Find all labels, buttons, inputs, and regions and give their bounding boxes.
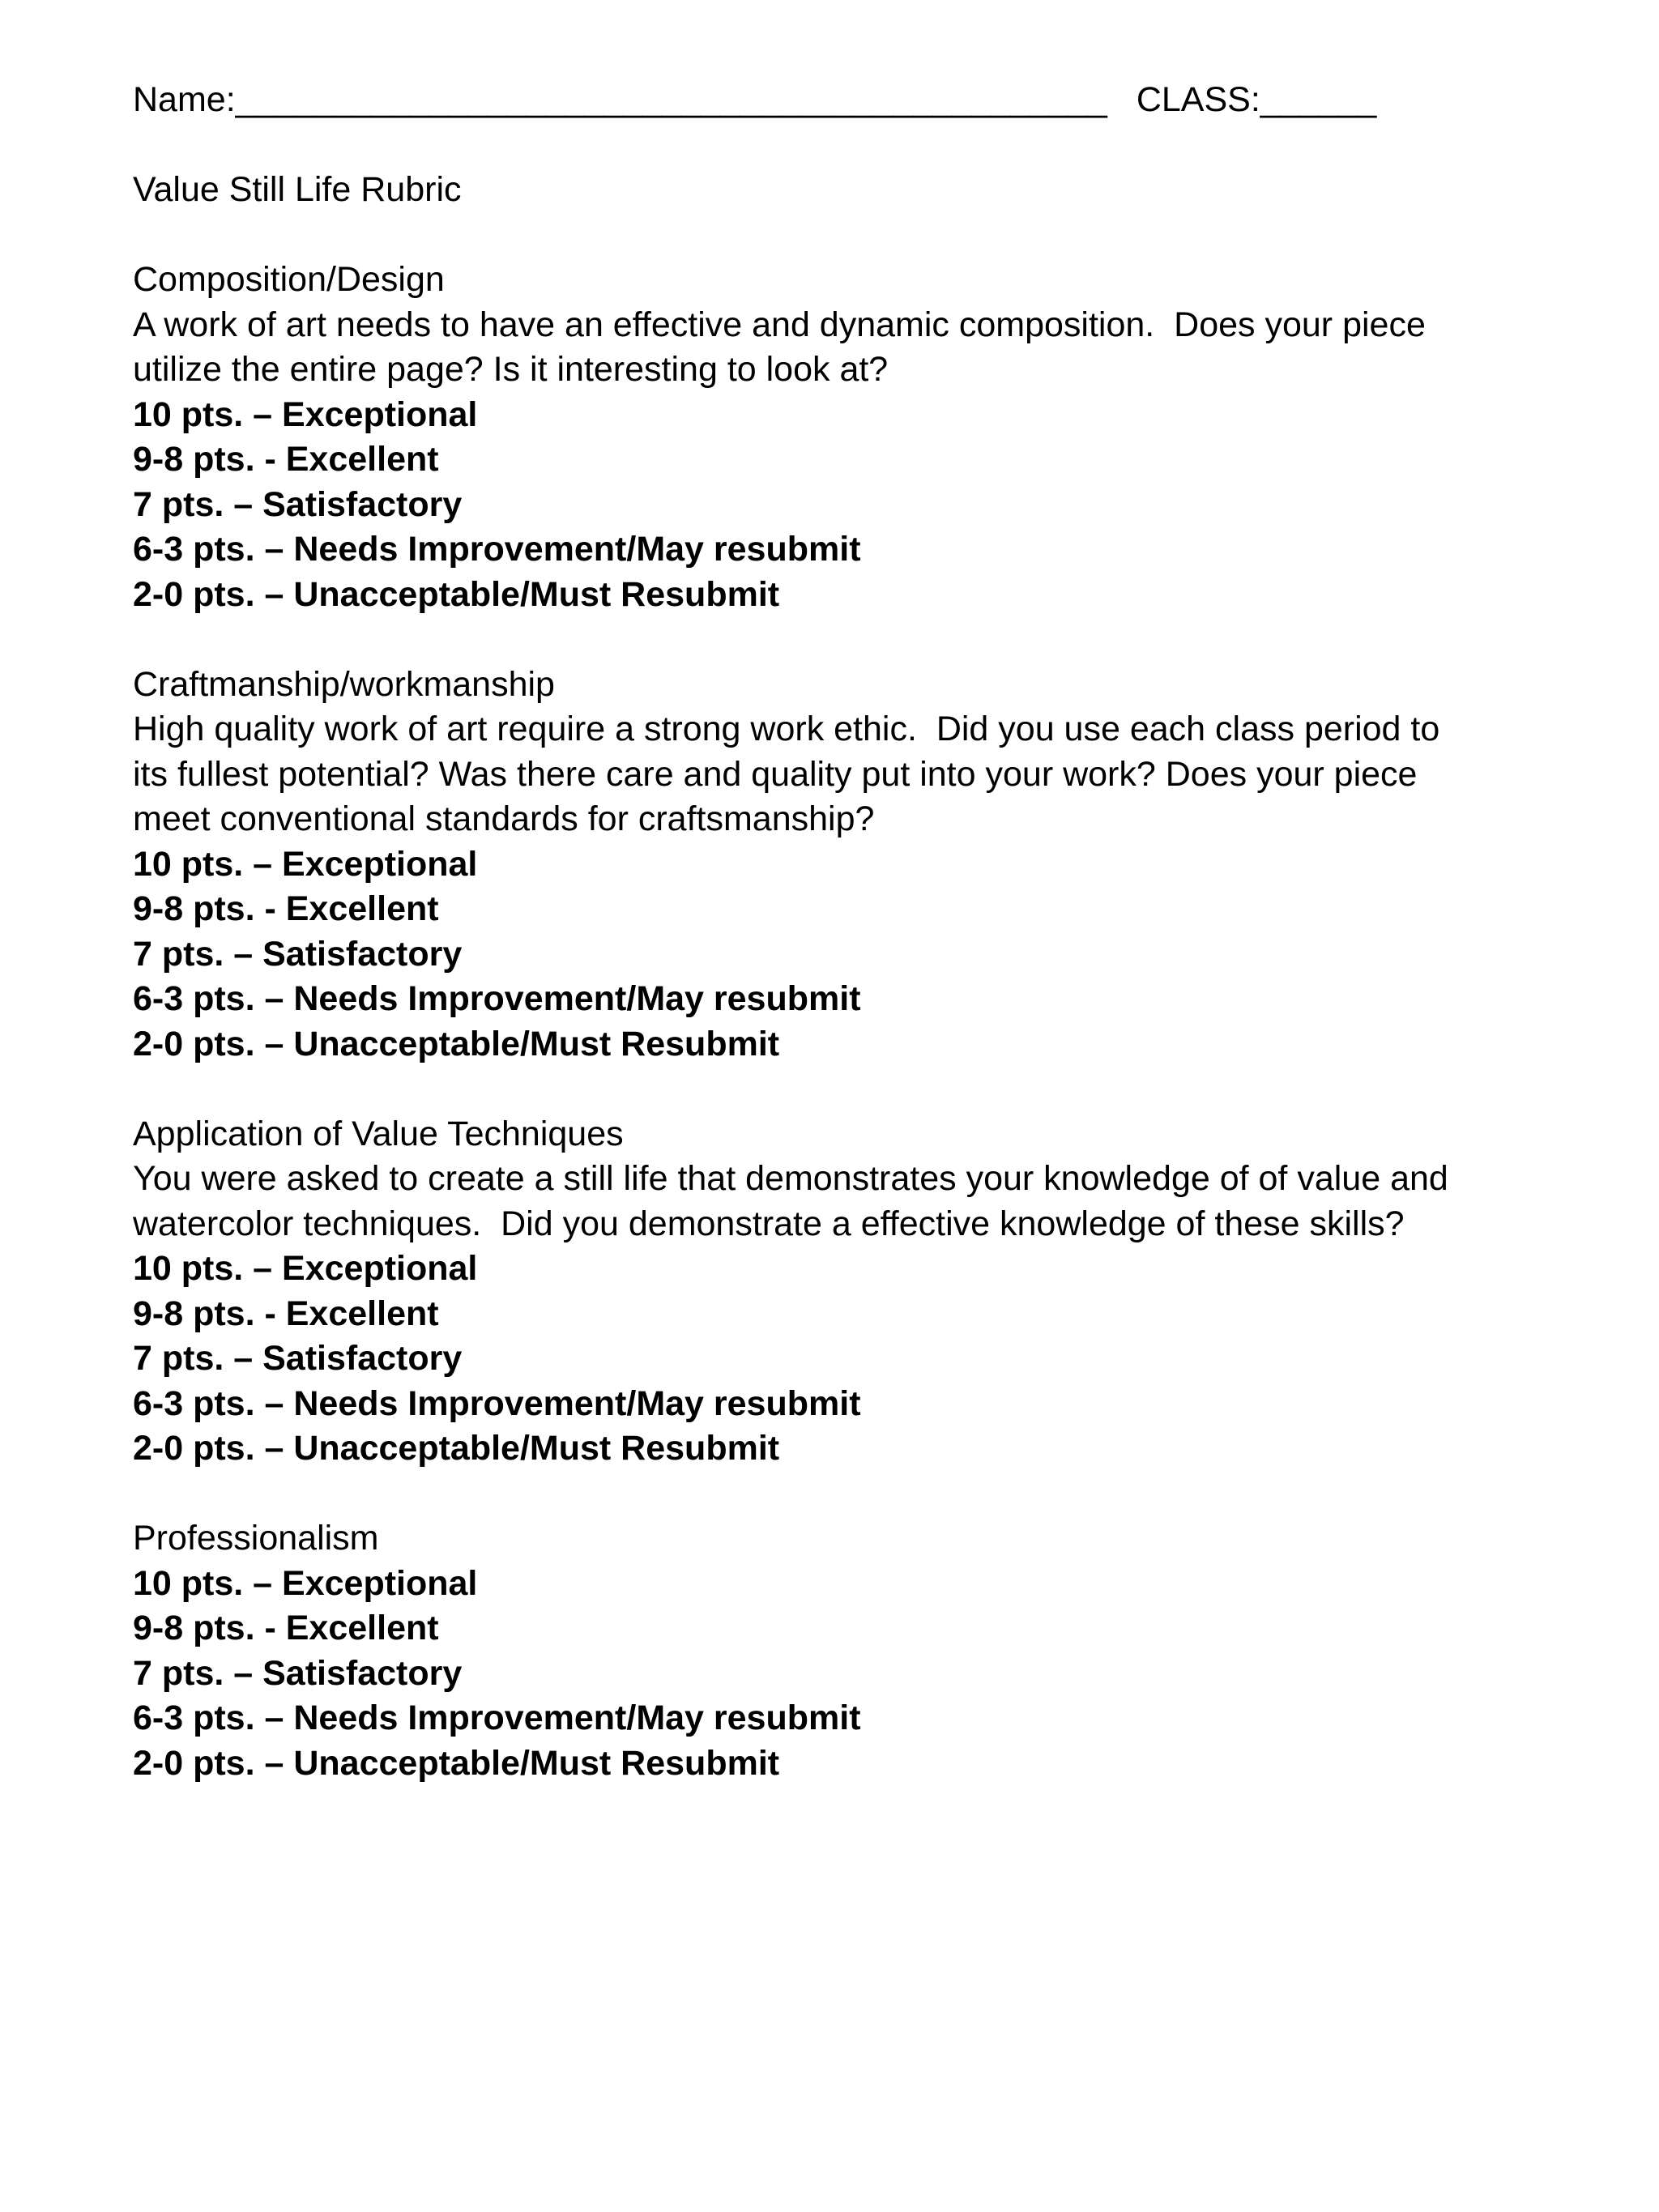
section-heading: Craftmanship/workmanship: [133, 664, 555, 704]
score-level: 6-3 pts. – Needs Improvement/May resubmit: [133, 530, 861, 569]
score-level: 2-0 pts. – Unacceptable/Must Resubmit: [133, 574, 780, 614]
score-level: 7 pts. – Satisfactory: [133, 484, 463, 524]
section-professionalism: [133, 1516, 1559, 1786]
rubric-page: [133, 78, 1559, 1786]
score-level: 9-8 pts. - Excellent: [133, 440, 439, 479]
score-level: 9-8 pts. - Excellent: [133, 1609, 439, 1647]
score-level: 7 pts. – Satisfactory: [133, 1339, 463, 1378]
section-heading: Professionalism: [133, 1519, 379, 1558]
section-composition-design: [133, 258, 1559, 617]
score-level: 10 pts. – Exceptional: [133, 1563, 478, 1603]
score-level: 10 pts. – Exceptional: [133, 394, 478, 434]
score-level: 7 pts. – Satisfactory: [133, 934, 463, 974]
score-level: 2-0 pts. – Unacceptable/Must Resubmit: [133, 1429, 780, 1468]
score-level: 10 pts. – Exceptional: [133, 844, 478, 884]
score-level: 6-3 pts. – Needs Improvement/May resubmit: [133, 1698, 861, 1737]
section-description-line: watercolor techniques. Did you demonstrate a effective knowledge of these skills?: [133, 1204, 1405, 1243]
header-line: [133, 78, 1559, 123]
section-description-line: High quality work of art require a strong work ethic. Did you use each class period to: [133, 710, 1440, 748]
score-level: 7 pts. – Satisfactory: [133, 1653, 463, 1693]
score-level: 2-0 pts. – Unacceptable/Must Resubmit: [133, 1743, 780, 1783]
section-description-line: You were asked to create a still life that demonstrates your knowledge of of value and: [133, 1159, 1448, 1198]
score-level: 9-8 pts. - Excellent: [133, 1294, 439, 1333]
section-value-techniques: [133, 1112, 1559, 1472]
score-level: 9-8 pts. - Excellent: [133, 889, 439, 928]
document-title: Value Still Life Rubric: [133, 170, 462, 209]
section-description-line: its fullest potential? Was there care and quality put into your work? Does your piece: [133, 754, 1418, 794]
section-description-line: utilize the entire page? Is it interesting to look at?: [133, 350, 889, 389]
section-craftmanship: [133, 663, 1559, 1068]
score-level: 6-3 pts. – Needs Improvement/May resubmit: [133, 1383, 861, 1423]
score-level: 6-3 pts. – Needs Improvement/May resubmit: [133, 979, 861, 1018]
score-level: 10 pts. – Exceptional: [133, 1249, 478, 1288]
name-field-label: Name:_____________________________________________: [133, 80, 1107, 119]
class-field-label: CLASS:______: [1136, 80, 1377, 119]
section-description-line: A work of art needs to have an effective and dynamic composition. Does your piece: [133, 305, 1426, 344]
section-description-line: meet conventional standards for craftsmanship?: [133, 799, 875, 838]
score-level: 2-0 pts. – Unacceptable/Must Resubmit: [133, 1024, 780, 1063]
section-heading: Application of Value Techniques: [133, 1114, 624, 1153]
section-heading: Composition/Design: [133, 260, 445, 299]
